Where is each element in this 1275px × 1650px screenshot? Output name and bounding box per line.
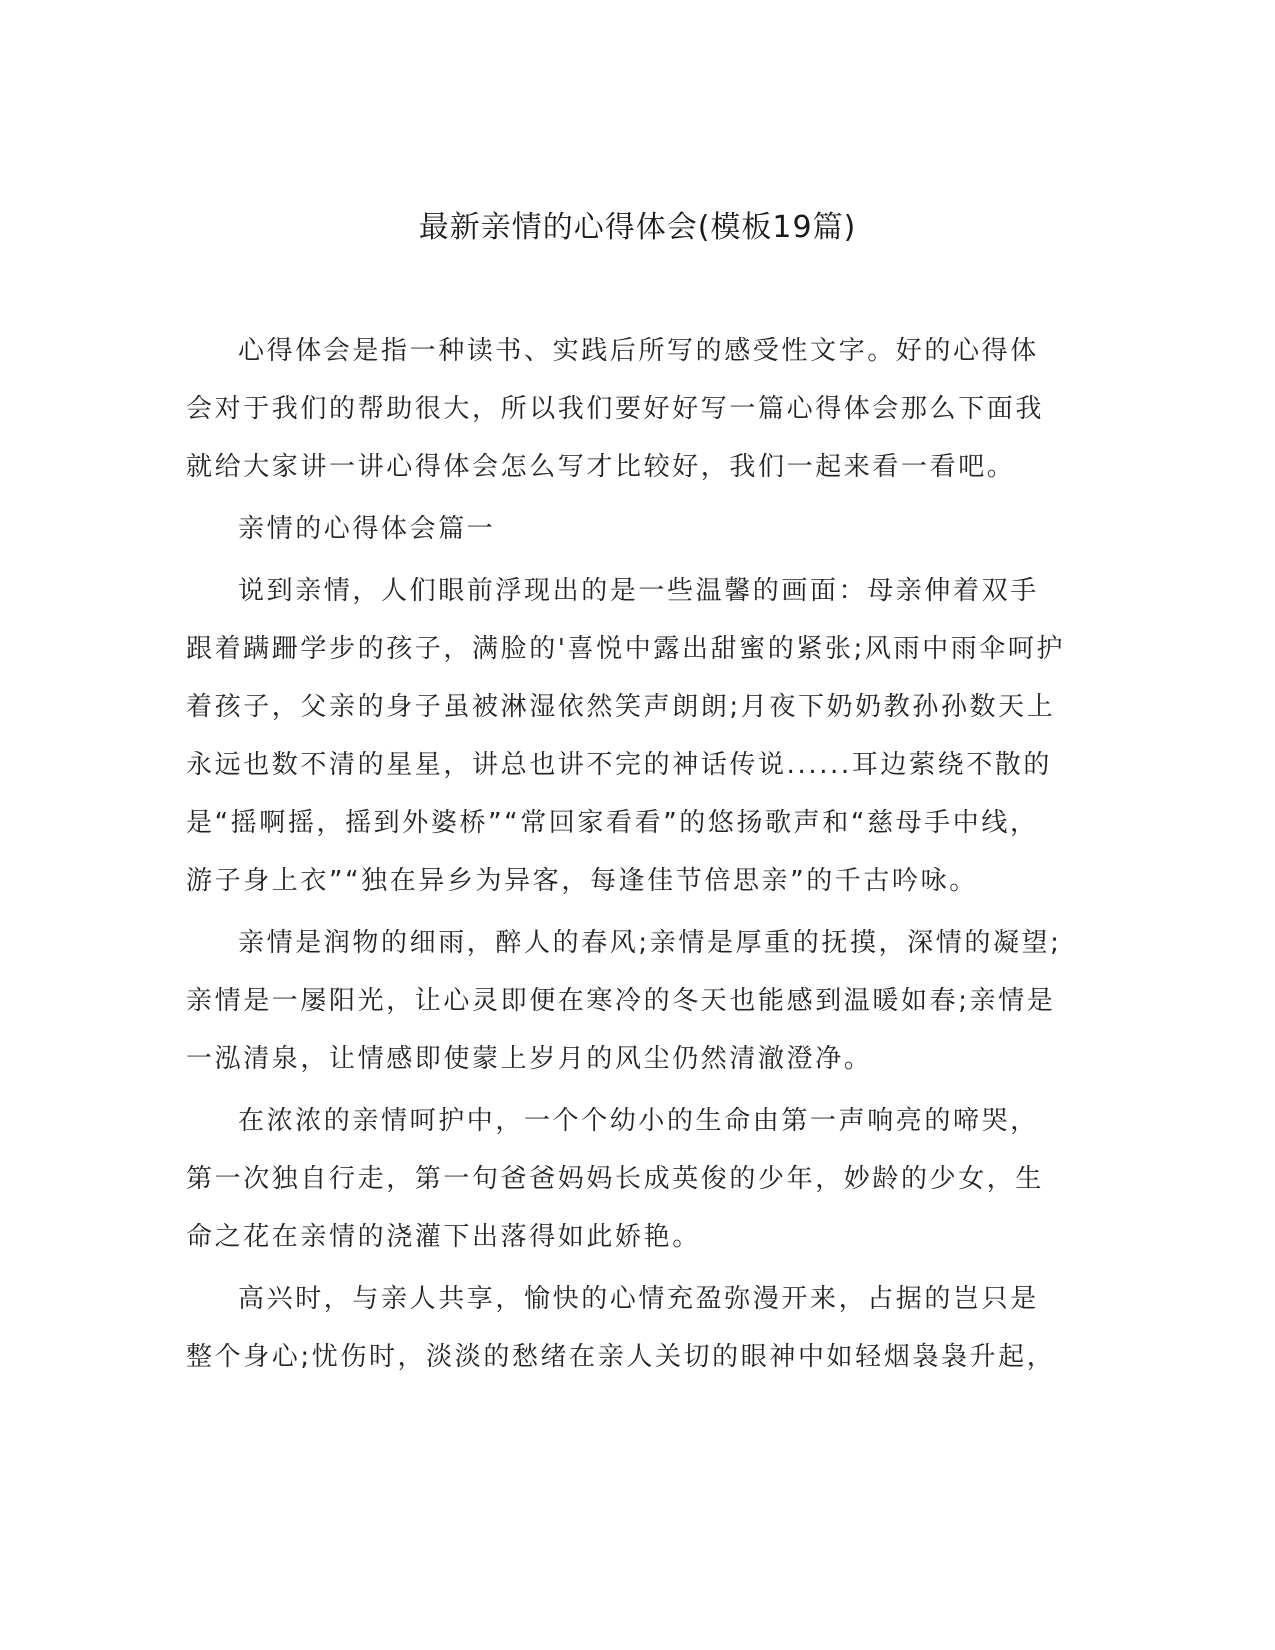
intro-paragraph: 心得体会是指一种读书、实践后所写的感受性文字。好的心得体会对于我们的帮助很大，所以我们要好好写一篇心得体会那么下面我就给大家讲一讲心得体会怎么写才比较好，我们一起来看一看吧。 [186, 336, 1045, 482]
body-paragraph: 在浓浓的亲情呵护中，一个个幼小的生命由第一声响亮的啼哭，第一次独自行走，第一句爸爸妈妈长成英俊的少年，妙龄的少女，生命之花在亲情的浇灌下出落得如此娇艳。 [186, 1106, 1045, 1252]
body-paragraph: 高兴时，与亲人共享，愉快的心情充盈弥漫开来，占据的岂只是整个身心;忧伤时，淡淡的愁绪在亲人关切的眼神中如轻烟袅袅升起， [186, 1284, 1056, 1372]
body-paragraph: 说到亲情，人们眼前浮现出的是一些温馨的画面：母亲伸着双手跟着蹒跚学步的孩子，满脸的'喜悦中露出甜蜜的紧张;风雨中雨伞呵护着孩子，父亲的身子虽被淋湿依然笑声朗朗;月夜下奶奶教孙孙数天上永远也数不清的星星，讲总也讲不完的神话传说......耳边萦绕不散的是“摇啊摇，摇到外婆桥”“常回家看看”的悠扬歌声和“慈母手中线，游子身上衣”“独在异乡为异客，每逢佳节倍思亲”的千古吟咏。 [186, 576, 1066, 896]
document-title: 最新亲情的心得体会(模板19篇) [418, 210, 857, 245]
body-paragraph: 亲情是润物的细雨，醉人的春风;亲情是厚重的抚摸，深情的凝望;亲情是一屡阳光，让心灵即便在寒冷的冬天也能感到温暖如春;亲情是一泓清泉，让情感即使蒙上岁月的风尘仍然清澈澄净。 [186, 928, 1062, 1074]
section-heading: 亲情的心得体会篇一 [238, 514, 496, 544]
document-body [186, 322, 1066, 1390]
